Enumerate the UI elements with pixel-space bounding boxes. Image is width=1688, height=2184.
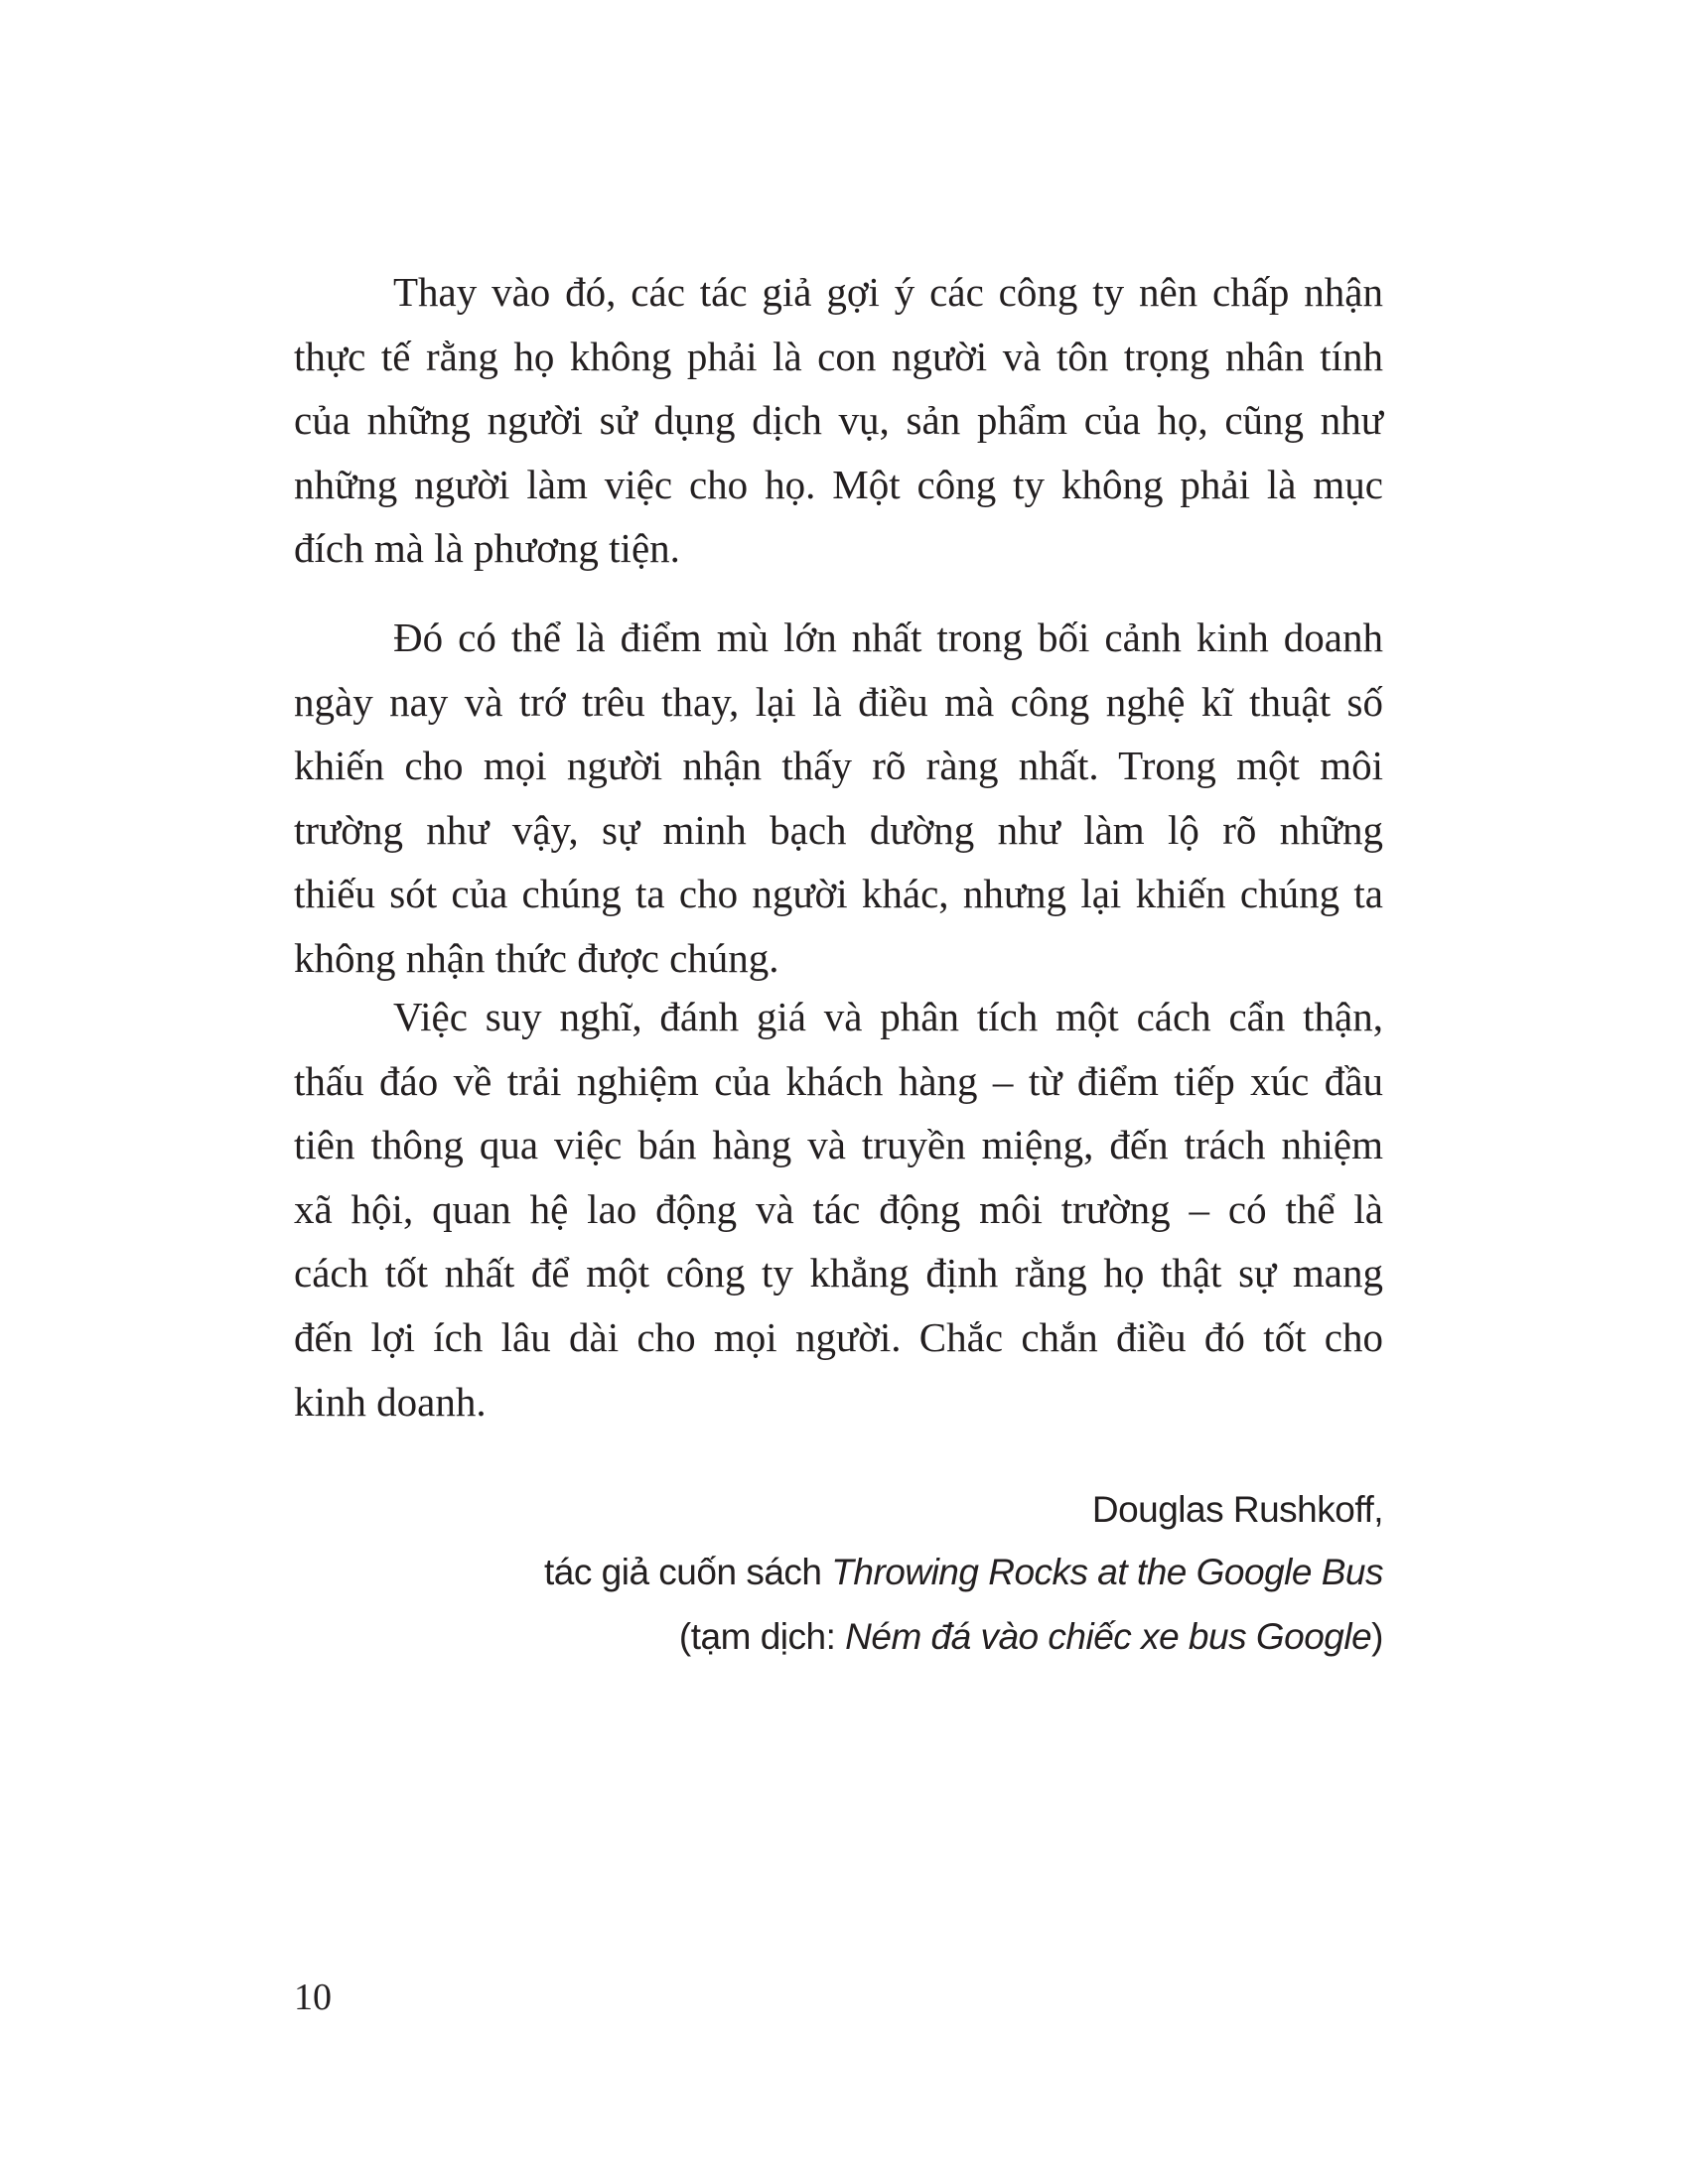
text-line: trường như vậy, sự minh bạch dường như làm lộ rõ những [294, 806, 1383, 853]
text-line: Việc suy nghĩ, đánh giá và phân tích một cách cẩn thận, [393, 994, 1383, 1039]
text-line: thấu đáo về trải nghiệm của khách hàng – từ điểm tiếp xúc đầu [294, 1057, 1383, 1104]
book-title: Throwing Rocks at the Google Bus [831, 1552, 1383, 1592]
text-line: những người làm việc cho họ. Một công ty không phải là mục [294, 461, 1383, 507]
text-line: của những người sử dụng dịch vụ, sản phẩm của họ, cũng như [294, 397, 1383, 444]
text-line: kinh doanh. [294, 1378, 487, 1425]
text-line: khiến cho mọi người nhận thấy rõ ràng nhất. Trong một môi [294, 743, 1383, 789]
text-line: Thay vào đó, các tác giả gợi ý các công ty nên chấp nhận [393, 269, 1383, 315]
translation-title: Ném đá vào chiếc xe bus Google [845, 1616, 1372, 1657]
translation-close: ) [1371, 1616, 1383, 1657]
translation-open: (tạm dịch: [678, 1616, 846, 1657]
text-line: cách tốt nhất để một công ty khẳng định rằng họ thật sự mang [294, 1250, 1383, 1297]
text-line: Đó có thể là điểm mù lớn nhất trong bối cảnh kinh doanh [393, 614, 1383, 660]
paragraph-2 [294, 606, 1383, 991]
page-number: 10 [294, 1977, 332, 2018]
paragraph-1 [294, 260, 1383, 581]
attribution-translation [679, 1616, 1383, 1658]
text-line: ngày nay và trớ trêu thay, lại là điều mà công nghệ kĩ thuật số [294, 678, 1383, 725]
text-line: đích mà là phương tiện. [294, 525, 680, 572]
text-line: tiên thông qua việc bán hàng và truyền miệng, đến trách nhiệm [294, 1122, 1383, 1168]
book-prefix: tác giả cuốn sách [544, 1552, 832, 1592]
text-line: thiếu sót của chúng ta cho người khác, nhưng lại khiến chúng ta [294, 871, 1383, 917]
text-line: không nhận thức được chúng. [294, 934, 779, 981]
attribution-author: Douglas Rushkoff, [1091, 1489, 1383, 1530]
text-line: đến lợi ích lâu dài cho mọi người. Chắc chắn điều đó tốt cho [294, 1313, 1383, 1360]
paragraph-3 [294, 985, 1383, 1433]
text-line: thực tế rằng họ không phải là con người và tôn trọng nhân tính [294, 333, 1383, 379]
attribution-book [544, 1552, 1383, 1593]
text-line: xã hội, quan hệ lao động và tác động môi trường – có thể là [294, 1185, 1383, 1232]
